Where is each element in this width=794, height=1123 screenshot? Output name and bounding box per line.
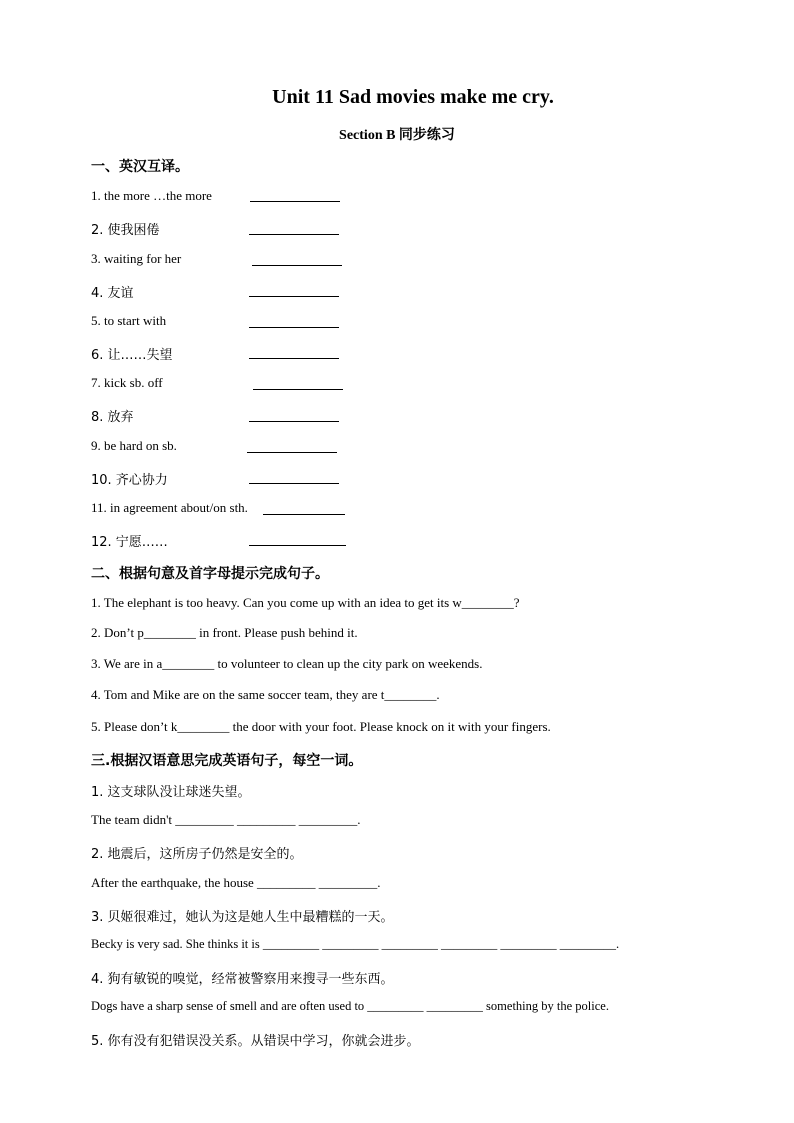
- answer-blank-6: [249, 344, 339, 359]
- answer-blank-1: [250, 187, 340, 202]
- vocab-item-5: 5. to start with: [91, 313, 167, 328]
- english-answer-line: Becky is very sad. She thinks it is _________ _________ _________ _________ _________ _________.: [91, 937, 620, 951]
- sentence-item: 2. Don’t p________ in front. Please push behind it.: [91, 625, 358, 640]
- chinese-prompt: 1. 这支球队没让球迷失望。: [91, 785, 251, 800]
- page-title: Unit 11 Sad movies make me cry.: [272, 86, 554, 108]
- answer-blank-9: [247, 438, 337, 453]
- vocab-item-1: 1. the more …the more: [91, 188, 212, 203]
- vocab-item-7: 7. kick sb. off: [91, 375, 163, 390]
- vocab-item-12: 12. 宁愿……: [91, 535, 168, 550]
- page-subtitle: Section B 同步练习: [339, 128, 455, 143]
- sentence-item: 1. The elephant is too heavy. Can you come up with an idea to get its w________?: [91, 595, 520, 610]
- vocab-item-3: 3. waiting for her: [91, 251, 182, 266]
- chinese-prompt: 4. 狗有敏锐的嗅觉，经常被警察用来搜寻一些东西。: [91, 972, 394, 987]
- vocab-item-11: 11. in agreement about/on sth.: [91, 500, 248, 515]
- chinese-prompt: 3. 贝姬很难过，她认为这是她人生中最糟糕的一天。: [91, 910, 394, 925]
- english-answer-line: The team didn't _________ _________ _________.: [91, 812, 361, 827]
- section-3-heading: 三.根据汉语意思完成英语句子，每空一词。: [91, 753, 363, 769]
- answer-blank-5: [249, 313, 339, 328]
- sentence-item: 5. Please don’t k________ the door with your foot. Please knock on it with your fingers.: [91, 719, 551, 734]
- vocab-item-8: 8. 放弃: [91, 410, 134, 425]
- chinese-prompt: 2. 地震后，这所房子仍然是安全的。: [91, 847, 303, 862]
- english-answer-line: Dogs have a sharp sense of smell and are often used to _________ _________ something by the police.: [91, 999, 609, 1013]
- sentence-item: 4. Tom and Mike are on the same soccer team, they are t________.: [91, 687, 440, 702]
- english-answer-line: After the earthquake, the house _________ _________.: [91, 875, 381, 890]
- sentence-item: 3. We are in a________ to volunteer to clean up the city park on weekends.: [91, 656, 483, 671]
- answer-blank-7: [253, 375, 343, 390]
- answer-blank-11: [263, 500, 345, 515]
- answer-blank-3: [252, 251, 342, 266]
- answer-blank-8: [249, 407, 339, 422]
- section-1-heading: 一、英汉互译。: [91, 159, 189, 175]
- vocab-item-6: 6. 让……失望: [91, 348, 173, 363]
- vocab-item-2: 2. 使我困倦: [91, 223, 160, 238]
- answer-blank-4: [249, 282, 339, 297]
- answer-blank-2: [249, 220, 339, 235]
- section-2-heading: 二、根据句意及首字母提示完成句子。: [91, 566, 329, 582]
- vocab-item-9: 9. be hard on sb.: [91, 438, 177, 453]
- vocab-item-10: 10. 齐心协力: [91, 473, 168, 488]
- answer-blank-10: [249, 469, 339, 484]
- chinese-prompt: 5. 你有没有犯错误没关系。从错误中学习，你就会进步。: [91, 1034, 420, 1049]
- vocab-item-4: 4. 友谊: [91, 286, 134, 301]
- answer-blank-12: [249, 531, 346, 546]
